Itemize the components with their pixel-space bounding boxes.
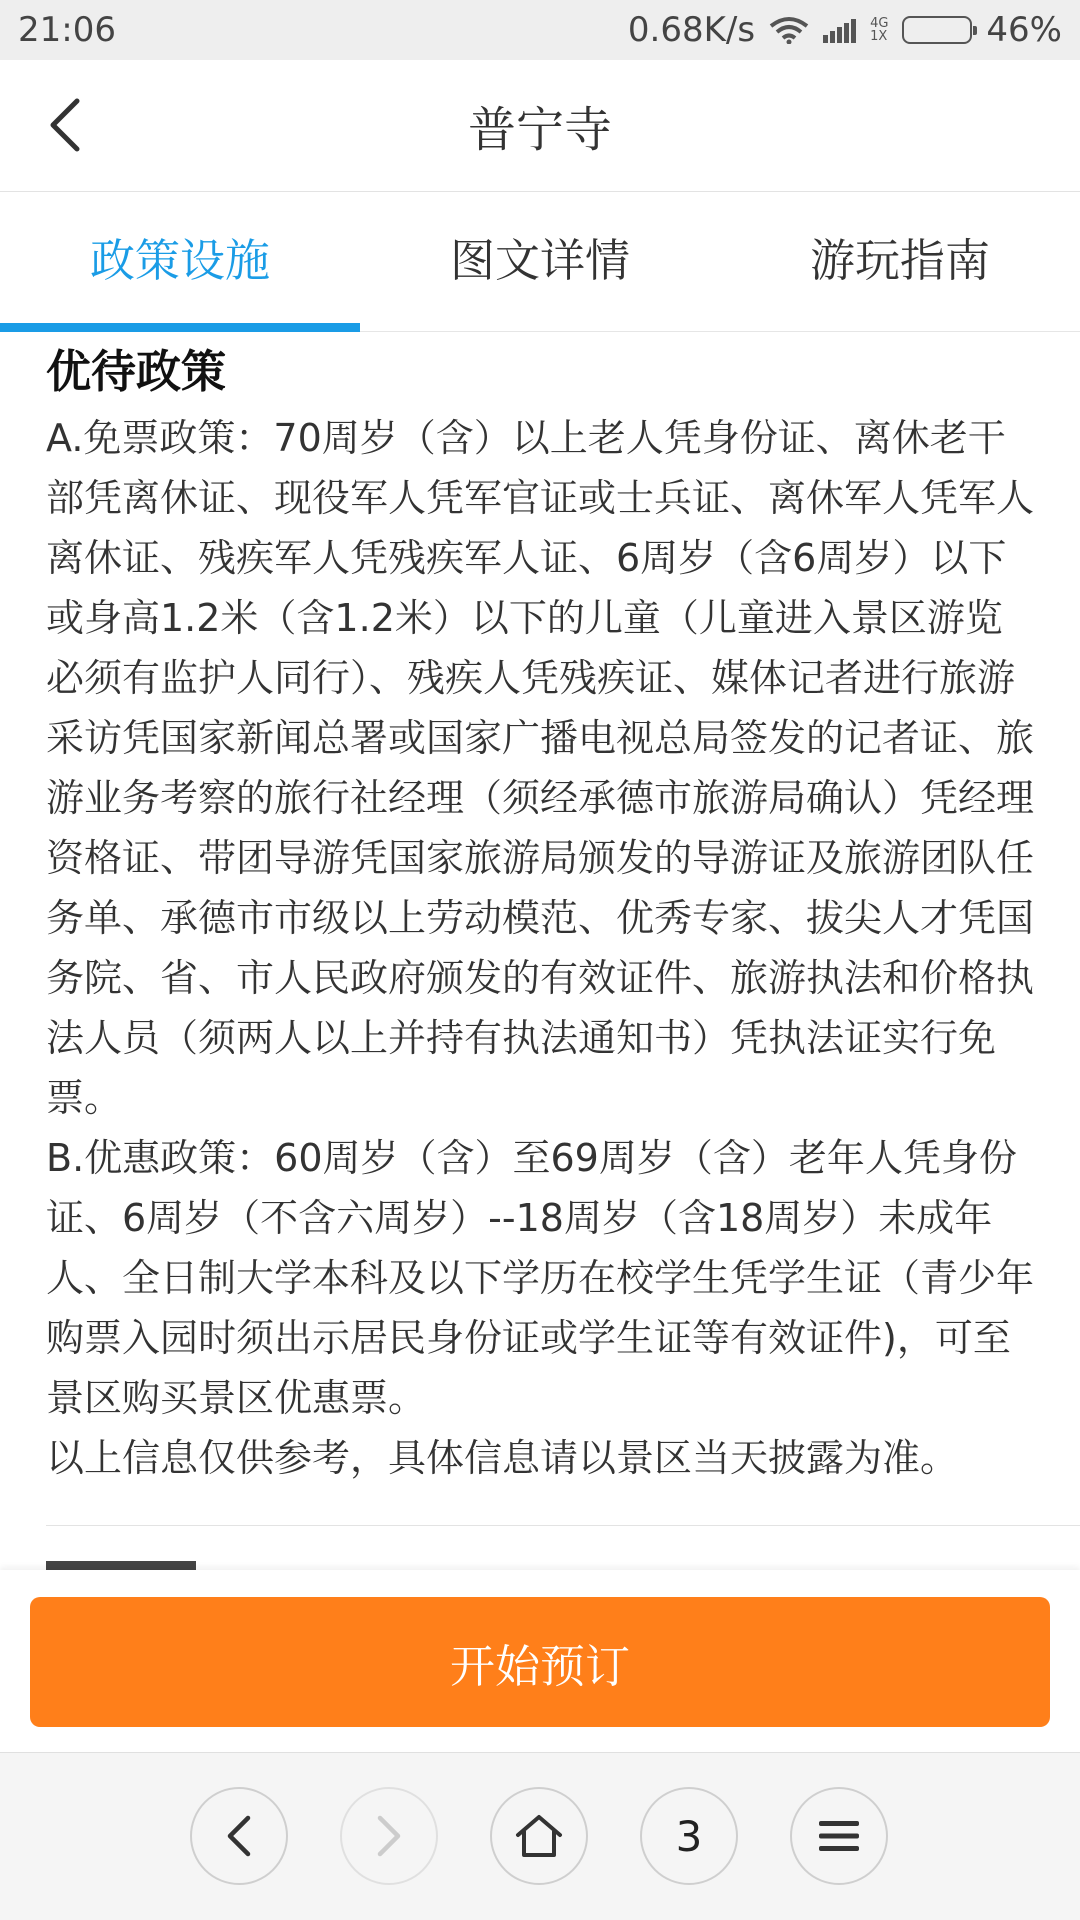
browser-menu-button[interactable] [790, 1787, 888, 1885]
battery-icon [902, 16, 972, 44]
home-icon [514, 1813, 564, 1859]
status-bar [0, 0, 1080, 60]
battery-level: 46% [986, 10, 1062, 50]
wifi-icon [769, 16, 809, 44]
signal-icon [823, 17, 856, 43]
back-button[interactable] [30, 90, 100, 160]
status-time: 21:06 [18, 10, 116, 50]
tab-label: 游玩指南 [809, 234, 990, 287]
browser-forward-button[interactable] [340, 1787, 438, 1885]
back-icon [224, 1814, 254, 1858]
section-title: 优待政策 [46, 345, 227, 398]
status-right [628, 10, 1062, 50]
tab-label: 政策设施 [89, 234, 270, 287]
tab-count: 3 [675, 1811, 703, 1861]
browser-tabs-button[interactable] [640, 1787, 738, 1885]
free-ticket-policy: A.免票政策：70周岁（含）以上老人凭身份证、离休老干部凭离休证、现役军人凭军官证或士兵证、离休军人凭军人离休证、残疾军人凭残疾军人证、6周岁（含6周岁）以下或身高1.2米（含1.2米）以下的儿童（儿童进入景区游览必须有监护人同行）、残疾人凭残疾证、媒体记者进行旅游采访凭国家新闻总署或国家广播电视总局签发的记者证、旅游业务考察的旅行社经理（须经承德市旅游局确认）凭经理资格证、带团导游凭国家旅游局颁发的导游证及旅游团队任务单、承德市市级以上劳动模范、优秀专家、拔尖人才凭国务院、省、市人民政府颁发的有效证件、旅游执法和价格执法人员（须两人以上并持有执法通知书）凭执法证实行免票。 [46, 416, 1035, 1120]
discount-policy: B.优惠政策：60周岁（含）至69周岁（含）老年人凭身份证、6周岁（不含六周岁）--18周岁（含18周岁）未成年人、全日制大学本科及以下学历在校学生凭学生证（青少年购票入园时须出示居民身份证或学生证等有效证件)，可至景区购买景区优惠票。 [46, 1136, 1035, 1420]
app-header [0, 60, 1080, 192]
start-booking-button[interactable]: 开始预订 [30, 1597, 1050, 1727]
chevron-left-icon [45, 95, 85, 155]
tab-image-details[interactable] [360, 192, 720, 331]
booking-bar [0, 1570, 1080, 1752]
network-type-bottom: 1X [870, 29, 888, 44]
disclaimer: 以上信息仅供参考，具体信息请以景区当天披露为准。 [46, 1436, 959, 1480]
policy-content[interactable] [0, 333, 1080, 1570]
tab-visit-guide[interactable] [720, 192, 1080, 331]
network-type-top: 4G [870, 16, 889, 31]
network-speed: 0.68K/s [627, 10, 756, 50]
tab-bar [0, 192, 1080, 332]
network-type [870, 17, 888, 43]
browser-nav-bar [0, 1752, 1080, 1920]
browser-home-button[interactable] [490, 1787, 588, 1885]
page-title: 普宁寺 [467, 102, 612, 158]
tab-label: 图文详情 [449, 234, 630, 287]
forward-icon [374, 1814, 404, 1858]
policy-text [46, 408, 1036, 1488]
menu-icon [817, 1818, 861, 1854]
next-section-title-peek [46, 1561, 246, 1570]
tab-policy-facilities[interactable] [0, 192, 360, 331]
browser-back-button[interactable] [190, 1787, 288, 1885]
divider [46, 1525, 1080, 1526]
